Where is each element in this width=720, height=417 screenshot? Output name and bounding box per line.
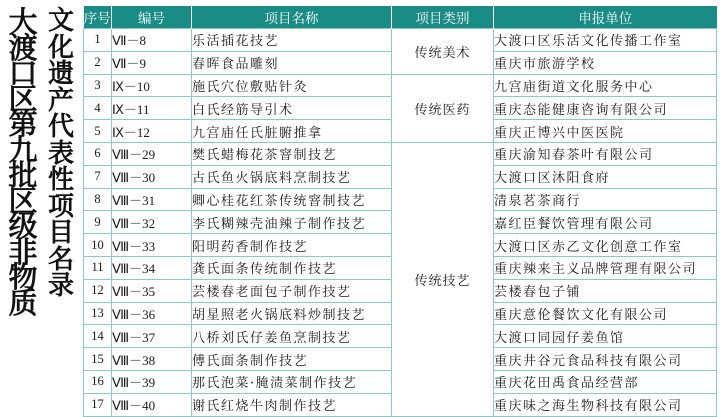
row-applicant: 重庆正博兴中医医院 (494, 120, 717, 143)
title-line-1-char: 物 (8, 260, 38, 294)
title-line-2-char: 代 (47, 112, 74, 142)
header-code: 编号 (112, 6, 192, 29)
row-project-name: 芸楼春老面包子制作技艺 (192, 279, 392, 302)
row-applicant: 重庆花田禹食品经营部 (494, 370, 717, 393)
row-project-name: 白氏经筋导引术 (192, 97, 392, 120)
table-row (84, 74, 717, 97)
row-project-name: 李氏糊辣壳油辣子制作技艺 (192, 211, 392, 234)
row-code: Ⅷ－30 (112, 165, 192, 188)
row-code: Ⅶ－9 (112, 51, 192, 74)
row-project-name: 谢氏红烧牛肉制作技艺 (192, 393, 392, 416)
row-serial: 14 (84, 325, 112, 348)
header-serial: 序号 (84, 6, 112, 29)
row-category: 传统美术 (392, 29, 494, 75)
title-line-1-char: 区 (8, 81, 38, 116)
row-code: Ⅸ－10 (112, 74, 192, 97)
row-project-name: 龚氏面条传统制作技艺 (192, 256, 392, 279)
row-code: Ⅷ－39 (112, 370, 192, 393)
title-line-1-char: 渡 (8, 30, 38, 65)
title-line-1-char: 级 (8, 209, 38, 243)
row-applicant: 重庆意伦餐饮文化有限公司 (494, 302, 717, 325)
row-applicant: 大渡口区赤乙文化创意工作室 (494, 234, 717, 257)
row-serial: 10 (84, 234, 112, 257)
title-line-1-char: 大 (8, 5, 38, 39)
title-line-2-char: 遗 (47, 59, 74, 89)
title-line-1-char: 非 (8, 234, 38, 269)
row-serial: 8 (84, 188, 112, 211)
row-project-name: 乐活插花技艺 (192, 29, 392, 52)
title-line-2 (44, 8, 78, 300)
table-header-row (84, 6, 717, 29)
row-applicant: 大渡口同园仔姜鱼馆 (494, 325, 717, 348)
row-code: Ⅸ－11 (112, 97, 192, 120)
title-line-2-char: 文 (47, 6, 74, 36)
title-line-1-char: 质 (8, 285, 38, 320)
row-applicant: 重庆井谷元食品科技有限公司 (494, 348, 717, 371)
row-project-name: 卿心桂花红茶传统窨制技艺 (192, 188, 392, 211)
title-line-2-char: 目 (47, 218, 74, 248)
row-serial: 17 (84, 393, 112, 416)
row-project-name: 九宫庙任氏脏腑推拿 (192, 120, 392, 143)
row-project-name: 傅氏面条制作技艺 (192, 348, 392, 371)
header-applicant: 申报单位 (494, 6, 717, 29)
row-code: Ⅷ－35 (112, 279, 192, 302)
title-line-1-char: 第 (8, 107, 38, 141)
row-serial: 1 (84, 29, 112, 52)
row-code: Ⅸ－12 (112, 120, 192, 143)
title-line-2-char: 化 (47, 32, 74, 63)
row-code: Ⅷ－34 (112, 256, 192, 279)
row-applicant: 芸楼春包子铺 (494, 279, 717, 302)
row-applicant: 清泉茗茶商行 (494, 188, 717, 211)
title-line-1-char: 口 (8, 56, 38, 90)
table-row (84, 142, 717, 165)
row-serial: 12 (84, 279, 112, 302)
title-line-2-char: 产 (47, 85, 74, 116)
header-category: 项目类别 (392, 6, 494, 29)
header-project-name: 项目名称 (192, 6, 392, 29)
row-serial: 5 (84, 120, 112, 143)
title-line-2-char: 表 (47, 138, 74, 169)
row-serial: 16 (84, 370, 112, 393)
row-applicant: 大渡口区沐阳食府 (494, 165, 717, 188)
title-line-1 (6, 5, 40, 320)
row-code: Ⅷ－40 (112, 393, 192, 416)
row-serial: 11 (84, 256, 112, 279)
title-line-2-char: 项 (47, 191, 74, 222)
row-code: Ⅷ－33 (112, 234, 192, 257)
row-project-name: 施氏穴位敷贴针灸 (192, 74, 392, 97)
title-line-1-char: 批 (8, 158, 38, 192)
table-body (84, 29, 717, 417)
row-category: 传统技艺 (392, 142, 494, 416)
heritage-roster-table (83, 6, 717, 417)
row-applicant: 重庆渝知春茶叶有限公司 (494, 142, 717, 165)
row-serial: 4 (84, 97, 112, 120)
row-applicant: 嘉红臣餐饮管理有限公司 (494, 211, 717, 234)
row-project-name: 古氏鱼火锅底料烹制技艺 (192, 165, 392, 188)
row-serial: 7 (84, 165, 112, 188)
row-code: Ⅷ－32 (112, 211, 192, 234)
row-applicant: 重庆味之海生物科技有限公司 (494, 393, 717, 416)
row-project-name: 樊氏蜡梅花茶窨制技艺 (192, 142, 392, 165)
row-serial: 13 (84, 302, 112, 325)
row-code: Ⅷ－31 (112, 188, 192, 211)
row-serial: 2 (84, 51, 112, 74)
title-line-2-char: 录 (47, 271, 74, 301)
title-line-1-char: 区 (8, 183, 38, 218)
row-project-name: 阳明药香制作技艺 (192, 234, 392, 257)
title-line-2-char: 性 (47, 165, 74, 195)
row-serial: 3 (84, 74, 112, 97)
row-code: Ⅷ－37 (112, 325, 192, 348)
row-code: Ⅷ－29 (112, 142, 192, 165)
row-applicant: 重庆态能健康咨询有限公司 (494, 97, 717, 120)
row-applicant: 大渡口区乐活文化传播工作室 (494, 29, 717, 52)
row-project-name: 八桥刘氏仔姜鱼烹制技艺 (192, 325, 392, 348)
title-line-2-char: 名 (47, 244, 74, 275)
row-project-name: 春晖食品雕刻 (192, 51, 392, 74)
row-category: 传统医药 (392, 74, 494, 142)
row-applicant: 九宫庙街道文化服务中心 (494, 74, 717, 97)
row-code: Ⅶ－8 (112, 29, 192, 52)
row-code: Ⅷ－38 (112, 348, 192, 371)
row-applicant: 重庆辣来主义品牌管理有限公司 (494, 256, 717, 279)
title-line-1-char: 九 (8, 132, 38, 167)
row-applicant: 重庆市旅游学校 (494, 51, 717, 74)
table-row (84, 29, 717, 52)
row-code: Ⅷ－36 (112, 302, 192, 325)
row-serial: 9 (84, 211, 112, 234)
row-serial: 6 (84, 142, 112, 165)
row-serial: 15 (84, 348, 112, 371)
row-project-name: 胡星照老火锅底料炒制技艺 (192, 302, 392, 325)
row-project-name: 那氏泡菜·腌渍菜制作技艺 (192, 370, 392, 393)
